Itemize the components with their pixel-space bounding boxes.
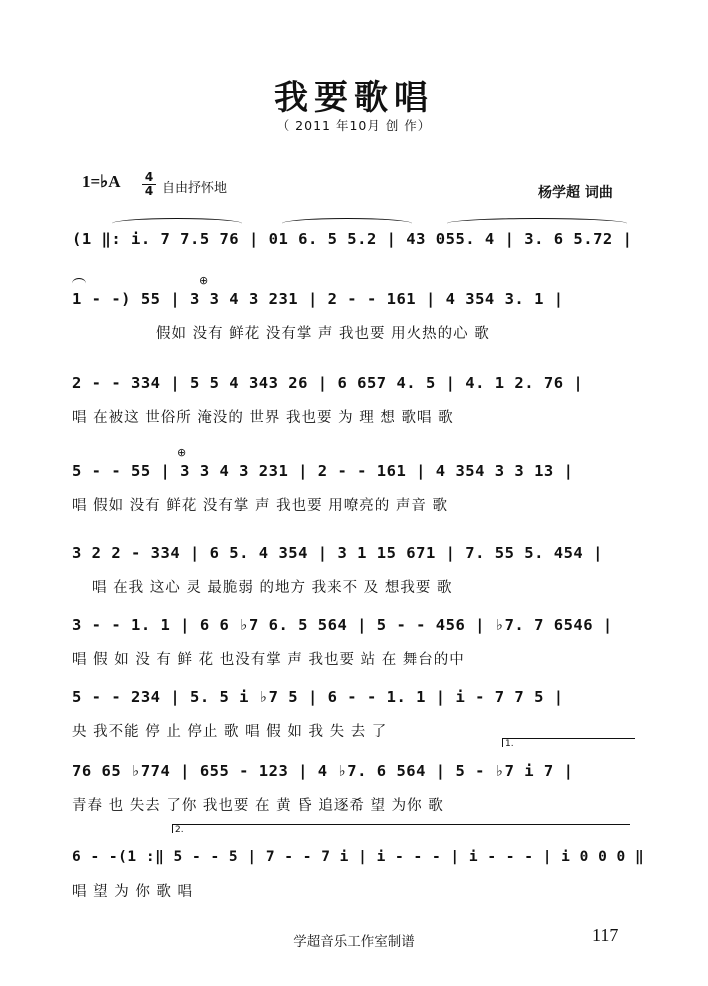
lyrics-row-4: 唱 假如 没有 鲜花 没有掌 声 我也要 用嘹亮的 声音 歌 — [72, 498, 448, 514]
footer-credit: 学超音乐工作室制谱 — [293, 934, 415, 950]
meter-top: 4 — [144, 170, 154, 184]
time-signature — [142, 172, 156, 197]
lyrics-row-5: 唱 在我 这心 灵 最脆弱 的地方 我来不 及 想我要 歌 — [92, 580, 453, 596]
lyrics-row-8: 青春 也 失去 了你 我也要 在 黄 昏 追逐希 望 为你 歌 — [72, 798, 444, 814]
lyrics-row-7: 央 我不能 停 止 停止 歌 唱 假 如 我 失 去 了 — [72, 724, 388, 740]
lyrics-row-3: 唱 在被这 世俗所 淹没的 世界 我也要 为 理 想 歌唱 歌 — [72, 410, 454, 426]
notes-row-3: 2 - - 334 | 5 5 4 343 26 | 6 657 4. 5 | 4. 1 2. 76 | — [72, 374, 584, 392]
subtitle: （ 2011 年10月 创 作） — [276, 118, 432, 133]
notes-row-2: 1 - -) 55 | 3 3 4 3 231 | 2 - - 161 | 4 354 3. 1 | — [72, 290, 564, 308]
segno-icon-2: ⊕ — [177, 446, 187, 459]
notes-row-9: 6 - -(1 :‖ 5 - - 5 | 7 - - 7 i | i - - - | i - - - | i 0 0 0 ‖ — [72, 849, 645, 865]
notes-row-5: 3 2 2 - 334 | 6 5. 4 354 | 3 1 15 671 | 7. 55 5. 454 | — [72, 544, 603, 562]
notes-row-4: 5 - - 55 | 3 3 4 3 231 | 2 - - 161 | 4 354 3 3 13 | — [72, 462, 574, 480]
lyrics-row-9: 唱 望 为 你 歌 唱 — [72, 884, 194, 900]
segno-icon: ⊕ — [199, 274, 209, 287]
tempo-marking: 自由抒怀地 — [162, 181, 228, 196]
meter-bottom: 4 — [144, 184, 154, 198]
lyrics-row-6: 唱 假 如 没 有 鲜 花 也没有掌 声 我也要 站 在 舞台的中 — [72, 652, 465, 668]
composer-credit: 杨学超 词曲 — [538, 185, 613, 201]
lyrics-row-2: 假如 没有 鲜花 没有掌 声 我也要 用火热的心 歌 — [156, 326, 490, 342]
notes-row-7: 5 - - 234 | 5. 5 i ♭7 5 | 6 - - 1. 1 | i - 7 7 5 | — [72, 688, 564, 706]
page-title: 我要歌唱 — [274, 78, 434, 118]
page-number: 117 — [592, 925, 619, 945]
volta-1: 1. — [502, 738, 635, 747]
notes-row-6: 3 - - 1. 1 | 6 6 ♭7 6. 5 564 | 5 - - 456 | ♭7. 7 6546 | — [72, 616, 613, 634]
notes-row-1: (1 ‖: i. 7 7.5 76 | 01 6. 5 5.2 | 43 055. 4 | 3. 6 5.72 | — [72, 230, 633, 248]
key-signature: 1=♭A — [82, 172, 121, 191]
notes-row-8: 76 65 ♭774 | 655 - 123 | 4 ♭7. 6 564 | 5 - ♭7 i 7 | — [72, 762, 574, 780]
volta-2: 2. — [172, 824, 630, 833]
